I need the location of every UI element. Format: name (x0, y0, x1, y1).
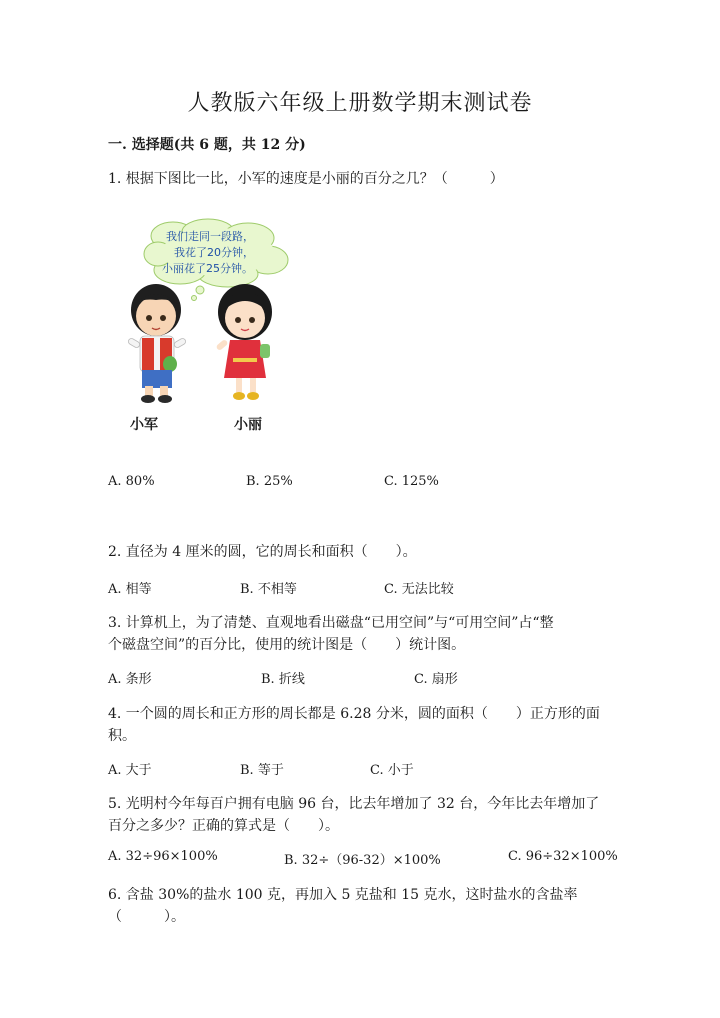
question-5-line-2: 百分之多少？正确的算式是（ ）。 (108, 818, 339, 834)
q1-option-a[interactable]: A. 80% (108, 474, 155, 489)
question-5-line-1: 5. 光明村今年每百户拥有电脑 96 台，比去年增加了 32 台，今年比去年增加了 (108, 796, 600, 812)
question-3 (108, 612, 608, 656)
question-6-line-1: 6. 含盐 30%的盐水 100 克，再加入 5 克盐和 15 克水，这时盐水的含盐率 (108, 887, 578, 903)
q4-option-c[interactable]: C. 小于 (370, 763, 414, 778)
q5-option-a[interactable]: A. 32÷96×100% (108, 849, 218, 864)
question-4-line-2: 积。 (108, 728, 136, 744)
question-5 (108, 793, 608, 837)
q1-option-b[interactable]: B. 25% (246, 474, 293, 489)
bubble-line-1: 我们走同一段路， (166, 230, 254, 243)
boy-name-label: 小军 (130, 417, 158, 433)
question-3-line-2: 个磁盘空间”的百分比，使用的统计图是（ ）统计图。 (108, 637, 466, 653)
girl-figure (215, 284, 272, 400)
question-3-line-1: 3. 计算机上，为了清楚、直观地看出磁盘“已用空间”与“可用空间”占“整 (108, 615, 554, 631)
question-1-illustration (118, 218, 298, 436)
bubble-line-3: 小丽花了25分钟。 (162, 262, 253, 275)
q2-option-c[interactable]: C. 无法比较 (384, 582, 454, 597)
q3-option-b[interactable]: B. 折线 (261, 672, 305, 687)
q2-option-b[interactable]: B. 不相等 (240, 582, 297, 597)
q3-option-a[interactable]: A. 条形 (108, 672, 152, 687)
question-4 (108, 703, 608, 747)
question-6 (108, 884, 608, 928)
q4-option-b[interactable]: B. 等于 (240, 763, 284, 778)
q5-option-b[interactable]: B. 32÷（96-32）×100% (284, 853, 441, 868)
children-cartoon-image (118, 218, 298, 436)
question-2: 2. 直径为 4 厘米的圆，它的周长和面积（ ）。 (108, 544, 417, 560)
q2-option-a[interactable]: A. 相等 (108, 582, 152, 597)
q4-option-a[interactable]: A. 大于 (108, 763, 152, 778)
boy-figure (127, 284, 186, 403)
question-1: 1. 根据下图比一比，小军的速度是小丽的百分之几？（ ） (108, 171, 504, 187)
page-title: 人教版六年级上册数学期末测试卷 (187, 91, 533, 116)
bubble-line-2: 我花了20分钟， (174, 246, 254, 259)
q5-option-c[interactable]: C. 96÷32×100% (508, 849, 618, 864)
section-heading: 一. 选择题(共 6 题，共 12 分) (108, 137, 306, 153)
q3-option-c[interactable]: C. 扇形 (414, 672, 458, 687)
q1-option-c[interactable]: C. 125% (384, 474, 439, 489)
question-4-line-1: 4. 一个圆的周长和正方形的周长都是 6.28 分米，圆的面积（ ）正方形的面 (108, 706, 600, 722)
question-6-line-2: （ ）。 (108, 909, 185, 925)
girl-name-label: 小丽 (234, 417, 262, 433)
